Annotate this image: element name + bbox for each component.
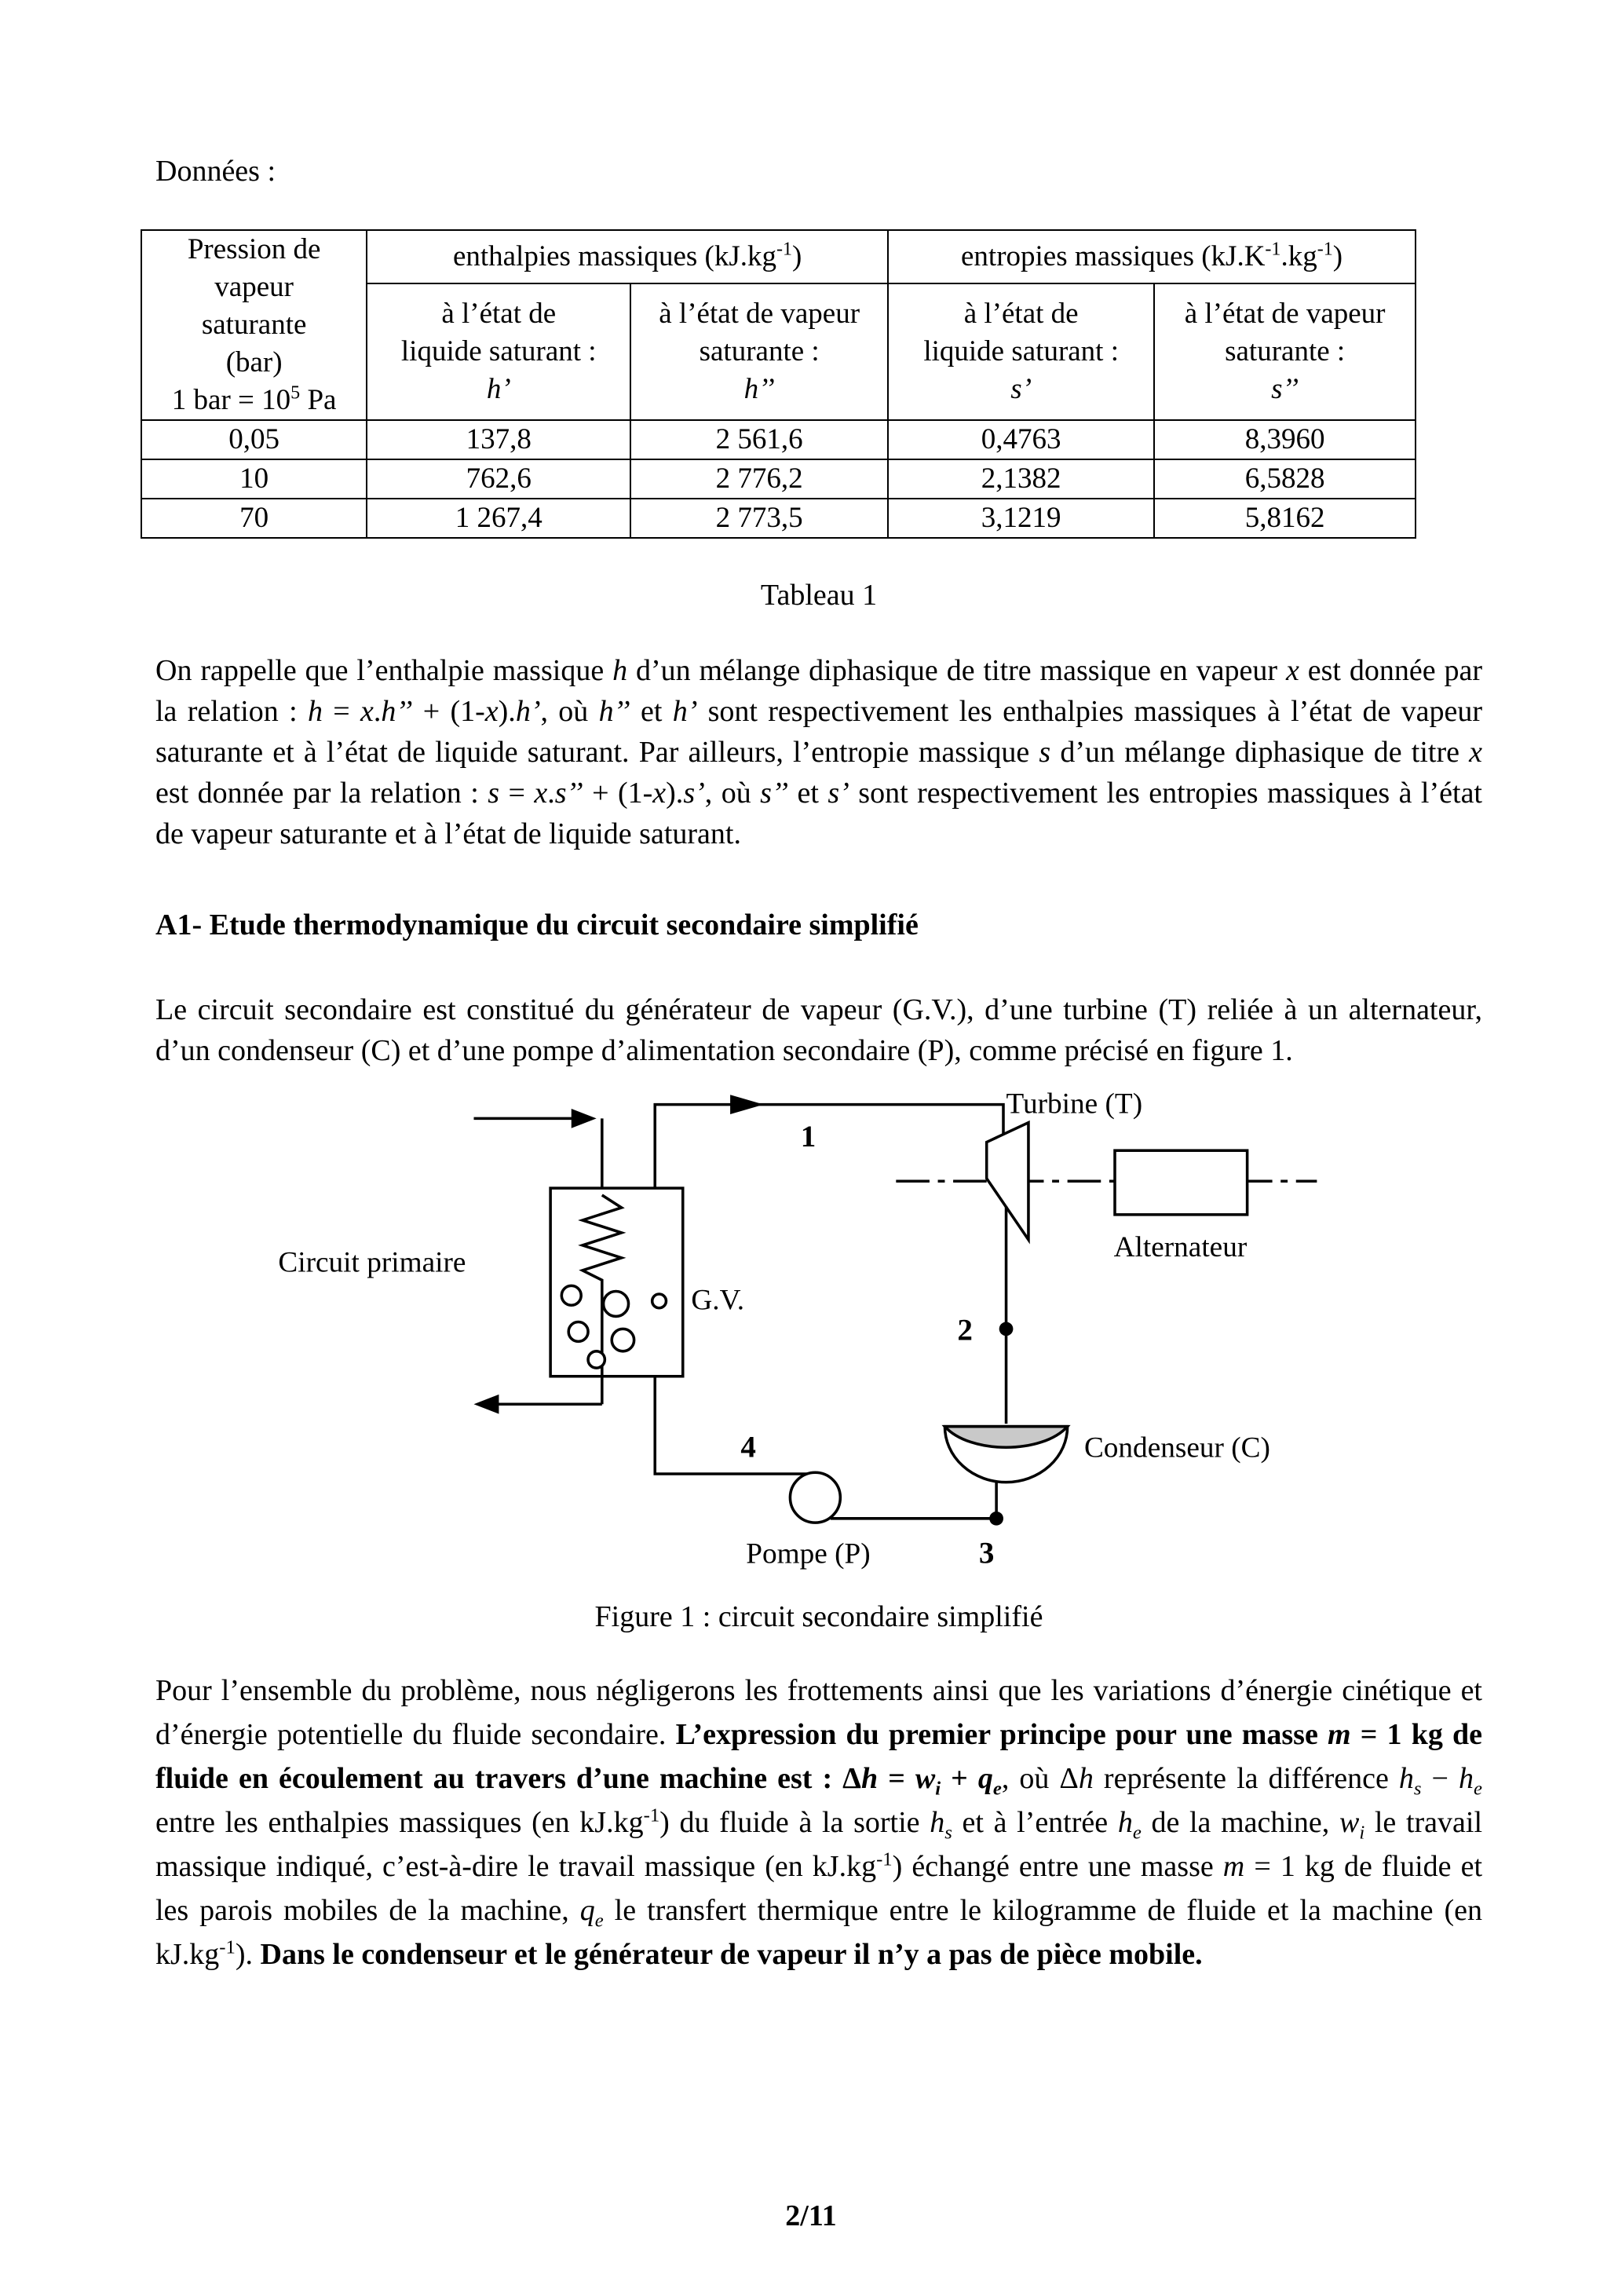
point-2-dot [999,1322,1014,1336]
figure-caption: Figure 1 : circuit secondaire simplifié [594,1600,1043,1633]
table-cell: 3,1219 [888,499,1154,538]
circuit-figure [155,1084,1482,1637]
table-row [141,459,1416,499]
table-group-entropies: entropies massiques $(kJ.K^{-1}.kg^{-1})$ [888,230,1416,283]
bubble-icon [604,1291,629,1316]
table-subheader-s-liquid: à l’état de liquide saturant : s’ [888,283,1154,420]
condenser-liquid [944,1427,1067,1448]
point-2-label: 2 [957,1313,973,1347]
table-cell: 0,4763 [888,420,1154,459]
table-cell: 137,8 [367,420,630,459]
table-subheader-h-liquid: à l’état de liquide saturant : h’ [367,283,630,420]
table-caption: Tableau 1 [760,579,878,612]
bubble-icon [652,1294,667,1308]
bubble-icon [561,1285,581,1305]
alternator-label: Alternateur [1113,1231,1248,1264]
turbine-label: Turbine (T) [1006,1088,1143,1121]
primary-inlet-arrow-icon [572,1109,597,1128]
table-cell: 70 [141,499,367,538]
table-row [141,420,1416,459]
steam-pipe [655,1105,1003,1189]
table-subheader-s-vapor: à l’état de vapeur saturante : s’’ [1154,283,1416,420]
table-header-pressure: Pression de vapeur saturante (bar) 1 bar = $10^5$ Pa [141,230,367,420]
point-3-dot [989,1512,1003,1526]
table-cell: 10 [141,459,367,499]
table-cell: 1 267,4 [367,499,630,538]
page-number: 2/11 [785,2199,837,2232]
saturation-table [141,229,1416,539]
section-a1-heading: A1- Etude thermodynamique du circuit secondaire simplifié [155,909,919,941]
point-3-label: 3 [978,1536,995,1570]
table-cell: 762,6 [367,459,630,499]
bubble-icon [588,1351,605,1368]
table-cell: 2 561,6 [630,420,888,459]
table-row [141,499,1416,538]
table-cell: 6,5828 [1154,459,1416,499]
table-cell: 8,3960 [1154,420,1416,459]
page-content [155,0,1482,1976]
table-subheader-h-vapor: à l’état de vapeur saturante : h’’ [630,283,888,420]
condenser-outlet-pipe [831,1481,996,1519]
recall-paragraph: On rappelle que l’enthalpie massique h d’un mélange diphasique de titre massique en vapeur x est donnée par la relation : h = x.h’’ + (1-x).h’, où h’’ et h’ sont respectivement les enthalpies massiques à l’état de vapeur saturante et à l’état de liquide saturant. Par ailleurs, l’entropie massique s d’un mélange diphasique de titre x est donnée par la relation : s = x.s’’ + (1-x).s’, où s’’ et s’ sont respectivement les entropies massiques à l’état de vapeur saturante et à l’état de liquide saturant. [155,654,1482,850]
bubble-icon [612,1329,634,1351]
table-cell: 5,8162 [1154,499,1416,538]
circuit-intro-paragraph: Le circuit secondaire est constitué du générateur de vapeur (G.V.), d’une turbine (T) reliée à un alternateur, d’un condenseur (C) et d’une pompe d’alimentation secondaire (P), comme précisé en figure 1. [155,993,1482,1067]
primary-circuit-label: Circuit primaire [278,1246,466,1279]
table-cell: 2,1382 [888,459,1154,499]
alternator-box [1115,1150,1248,1215]
condenser-label: Condenseur (C) [1083,1431,1270,1464]
point-4-label: 4 [740,1430,756,1464]
pump-return-pipe [655,1377,806,1474]
point-1-label: 1 [800,1119,816,1153]
pump-circle [790,1472,840,1523]
flow-arrow-icon [730,1095,764,1114]
table-cell: 2 776,2 [630,459,888,499]
table-group-enthalpies: enthalpies massiques $(kJ.kg^{-1})$ [367,230,888,283]
gv-label: G.V. [691,1284,745,1317]
pump-label: Pompe (P) [746,1537,871,1570]
circuit-diagram [223,1084,1338,1585]
table-cell: 2 773,5 [630,499,888,538]
primary-outlet-arrow-icon [474,1395,499,1414]
table-cell: 0,05 [141,420,367,459]
bubble-icon [568,1322,588,1342]
first-principle-paragraph: Pour l’ensemble du problème, nous négligerons les frottements ainsi que les variations d’énergie cinétique et d’énergie potentielle du fluide secondaire. L’expression du premier principe pour une masse m = 1 kg de fluide en écoulement au travers d’une machine est : $\Delta h = w_i + q_e$, où Δh représente la différence $h_s - h_e$ entre les enthalpies massiques (en $kJ.kg^{-1}$) du fluide à la sortie $h_s$ et à l’entrée $h_e$ de la machine, $w_i$ le travail massique indiqué, c’est-à-dire le travail massique (en $kJ.kg^{-1}$) échangé entre une masse m = 1 kg de fluide et les parois mobiles de la machine, $q_e$ le transfert thermique entre le kilogramme de fluide et la machine (en $kJ.kg^{-1}$). Dans le condenseur et le générateur de vapeur il n’y a pas de pièce mobile. [155,1674,1483,1971]
donnees-heading: Données : [155,155,276,188]
